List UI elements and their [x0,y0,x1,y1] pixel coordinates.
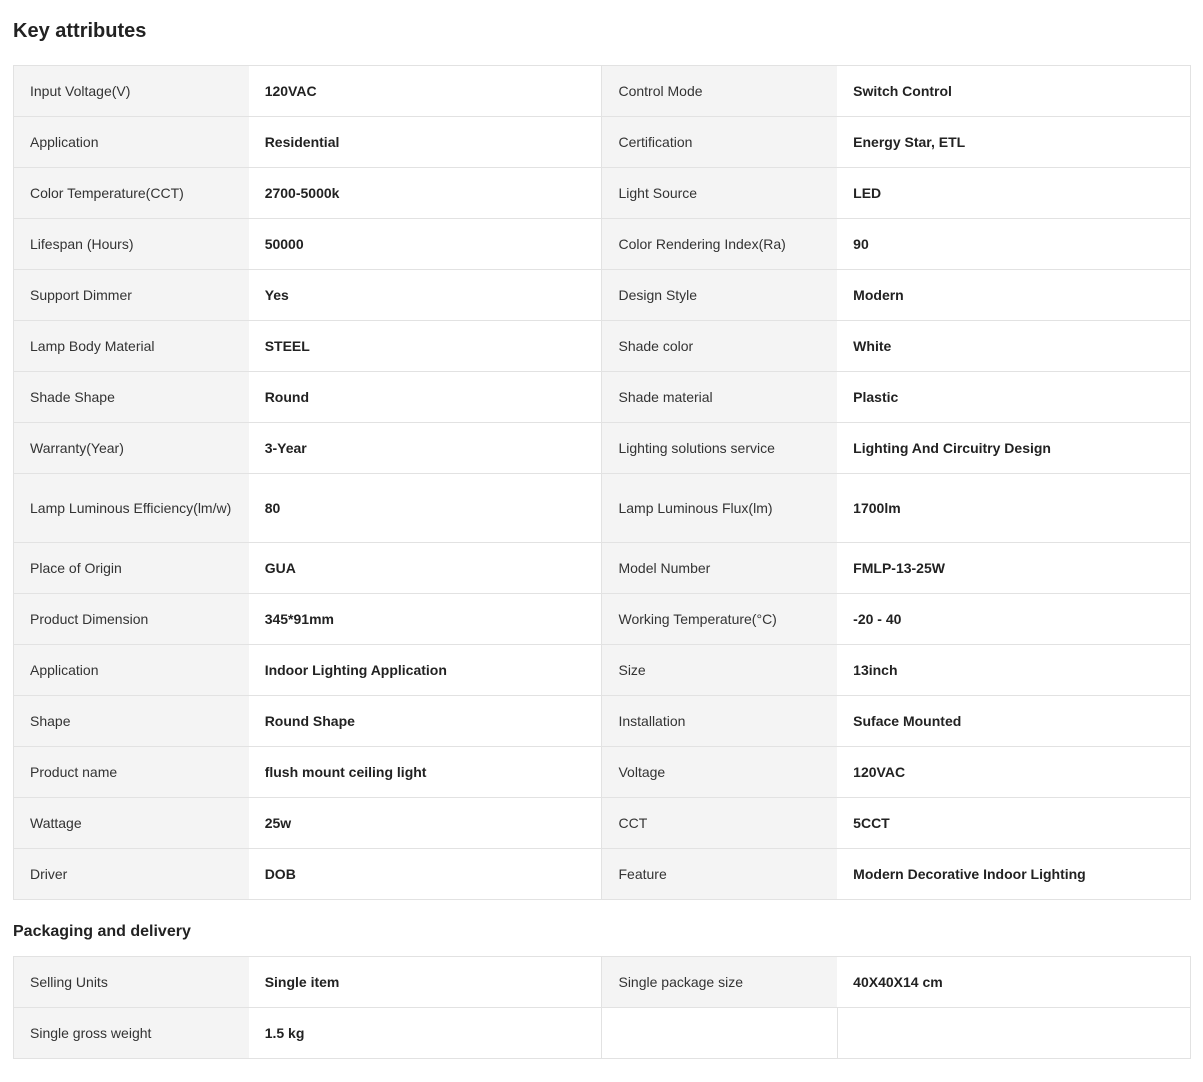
attribute-value: Indoor Lighting Application [249,645,602,696]
attribute-value: Single item [249,957,602,1008]
attribute-value: Yes [249,270,602,321]
attribute-label: Design Style [602,270,837,321]
attribute-label: Certification [602,117,837,168]
table-row [14,117,1191,168]
attribute-value: 25w [249,798,602,849]
table-row [14,543,1191,594]
table-row [14,849,1191,900]
attribute-value: 40X40X14 cm [837,957,1190,1008]
attribute-label: Light Source [602,168,837,219]
attribute-value: DOB [249,849,602,900]
attribute-label: Lamp Luminous Efficiency(lm/w) [14,474,249,543]
attribute-value: STEEL [249,321,602,372]
table-row [14,168,1191,219]
attribute-value: -20 - 40 [837,594,1190,645]
attribute-value: 345*91mm [249,594,602,645]
attribute-value: FMLP-13-25W [837,543,1190,594]
attribute-value: 90 [837,219,1190,270]
attribute-value: Suface Mounted [837,696,1190,747]
attribute-value: Round [249,372,602,423]
attribute-label: Input Voltage(V) [14,66,249,117]
attribute-label: Shade Shape [14,372,249,423]
attribute-label: Shape [14,696,249,747]
attribute-label: Product name [14,747,249,798]
empty-cell [602,1008,837,1059]
attribute-value: 120VAC [837,747,1190,798]
attribute-label: Single gross weight [14,1008,249,1059]
attribute-value: Lighting And Circuitry Design [837,423,1190,474]
attribute-label: Application [14,117,249,168]
table-row [14,321,1191,372]
attribute-label: Support Dimmer [14,270,249,321]
empty-cell [837,1008,1190,1059]
attribute-label: Wattage [14,798,249,849]
table-row [14,66,1191,117]
table-row [14,474,1191,543]
table-row [14,372,1191,423]
attribute-label: Control Mode [602,66,837,117]
attribute-label: Selling Units [14,957,249,1008]
attribute-value: Energy Star, ETL [837,117,1190,168]
attribute-value: Modern Decorative Indoor Lighting [837,849,1190,900]
attribute-label: Lighting solutions service [602,423,837,474]
attribute-value: White [837,321,1190,372]
attribute-value: 3-Year [249,423,602,474]
attribute-label: Product Dimension [14,594,249,645]
table-row [14,1008,1191,1059]
attribute-value: 1700lm [837,474,1190,543]
attribute-value: 13inch [837,645,1190,696]
attribute-value: LED [837,168,1190,219]
attribute-value: 120VAC [249,66,602,117]
attribute-label: Lifespan (Hours) [14,219,249,270]
attribute-label: Lamp Luminous Flux(lm) [602,474,837,543]
attribute-value: Modern [837,270,1190,321]
key-attributes-title: Key attributes [13,20,147,42]
table-row [14,219,1191,270]
attribute-value: Switch Control [837,66,1190,117]
attribute-label: CCT [602,798,837,849]
table-row [14,696,1191,747]
attribute-label: Application [14,645,249,696]
attribute-label: Size [602,645,837,696]
attribute-value: 2700-5000k [249,168,602,219]
table-row [14,798,1191,849]
packaging-delivery-title: Packaging and delivery [13,923,191,940]
attribute-value: Round Shape [249,696,602,747]
attribute-label: Driver [14,849,249,900]
table-row [14,957,1191,1008]
table-row [14,594,1191,645]
attribute-label: Shade color [602,321,837,372]
attribute-label: Place of Origin [14,543,249,594]
key-attributes-table [13,65,1191,900]
table-row [14,270,1191,321]
table-row [14,747,1191,798]
attribute-value: 1.5 kg [249,1008,602,1059]
attribute-value: Plastic [837,372,1190,423]
attribute-label: Model Number [602,543,837,594]
table-row [14,645,1191,696]
table-row [14,423,1191,474]
attribute-label: Working Temperature(°C) [602,594,837,645]
attribute-label: Lamp Body Material [14,321,249,372]
attribute-label: Feature [602,849,837,900]
attribute-value: flush mount ceiling light [249,747,602,798]
attribute-label: Shade material [602,372,837,423]
attribute-label: Installation [602,696,837,747]
attribute-label: Color Rendering Index(Ra) [602,219,837,270]
attribute-value: 5CCT [837,798,1190,849]
attribute-value: GUA [249,543,602,594]
packaging-delivery-table [13,956,1191,1059]
attribute-label: Voltage [602,747,837,798]
attribute-label: Warranty(Year) [14,423,249,474]
attribute-value: 80 [249,474,602,543]
attribute-label: Single package size [602,957,837,1008]
attribute-value: Residential [249,117,602,168]
attribute-label: Color Temperature(CCT) [14,168,249,219]
attribute-value: 50000 [249,219,602,270]
